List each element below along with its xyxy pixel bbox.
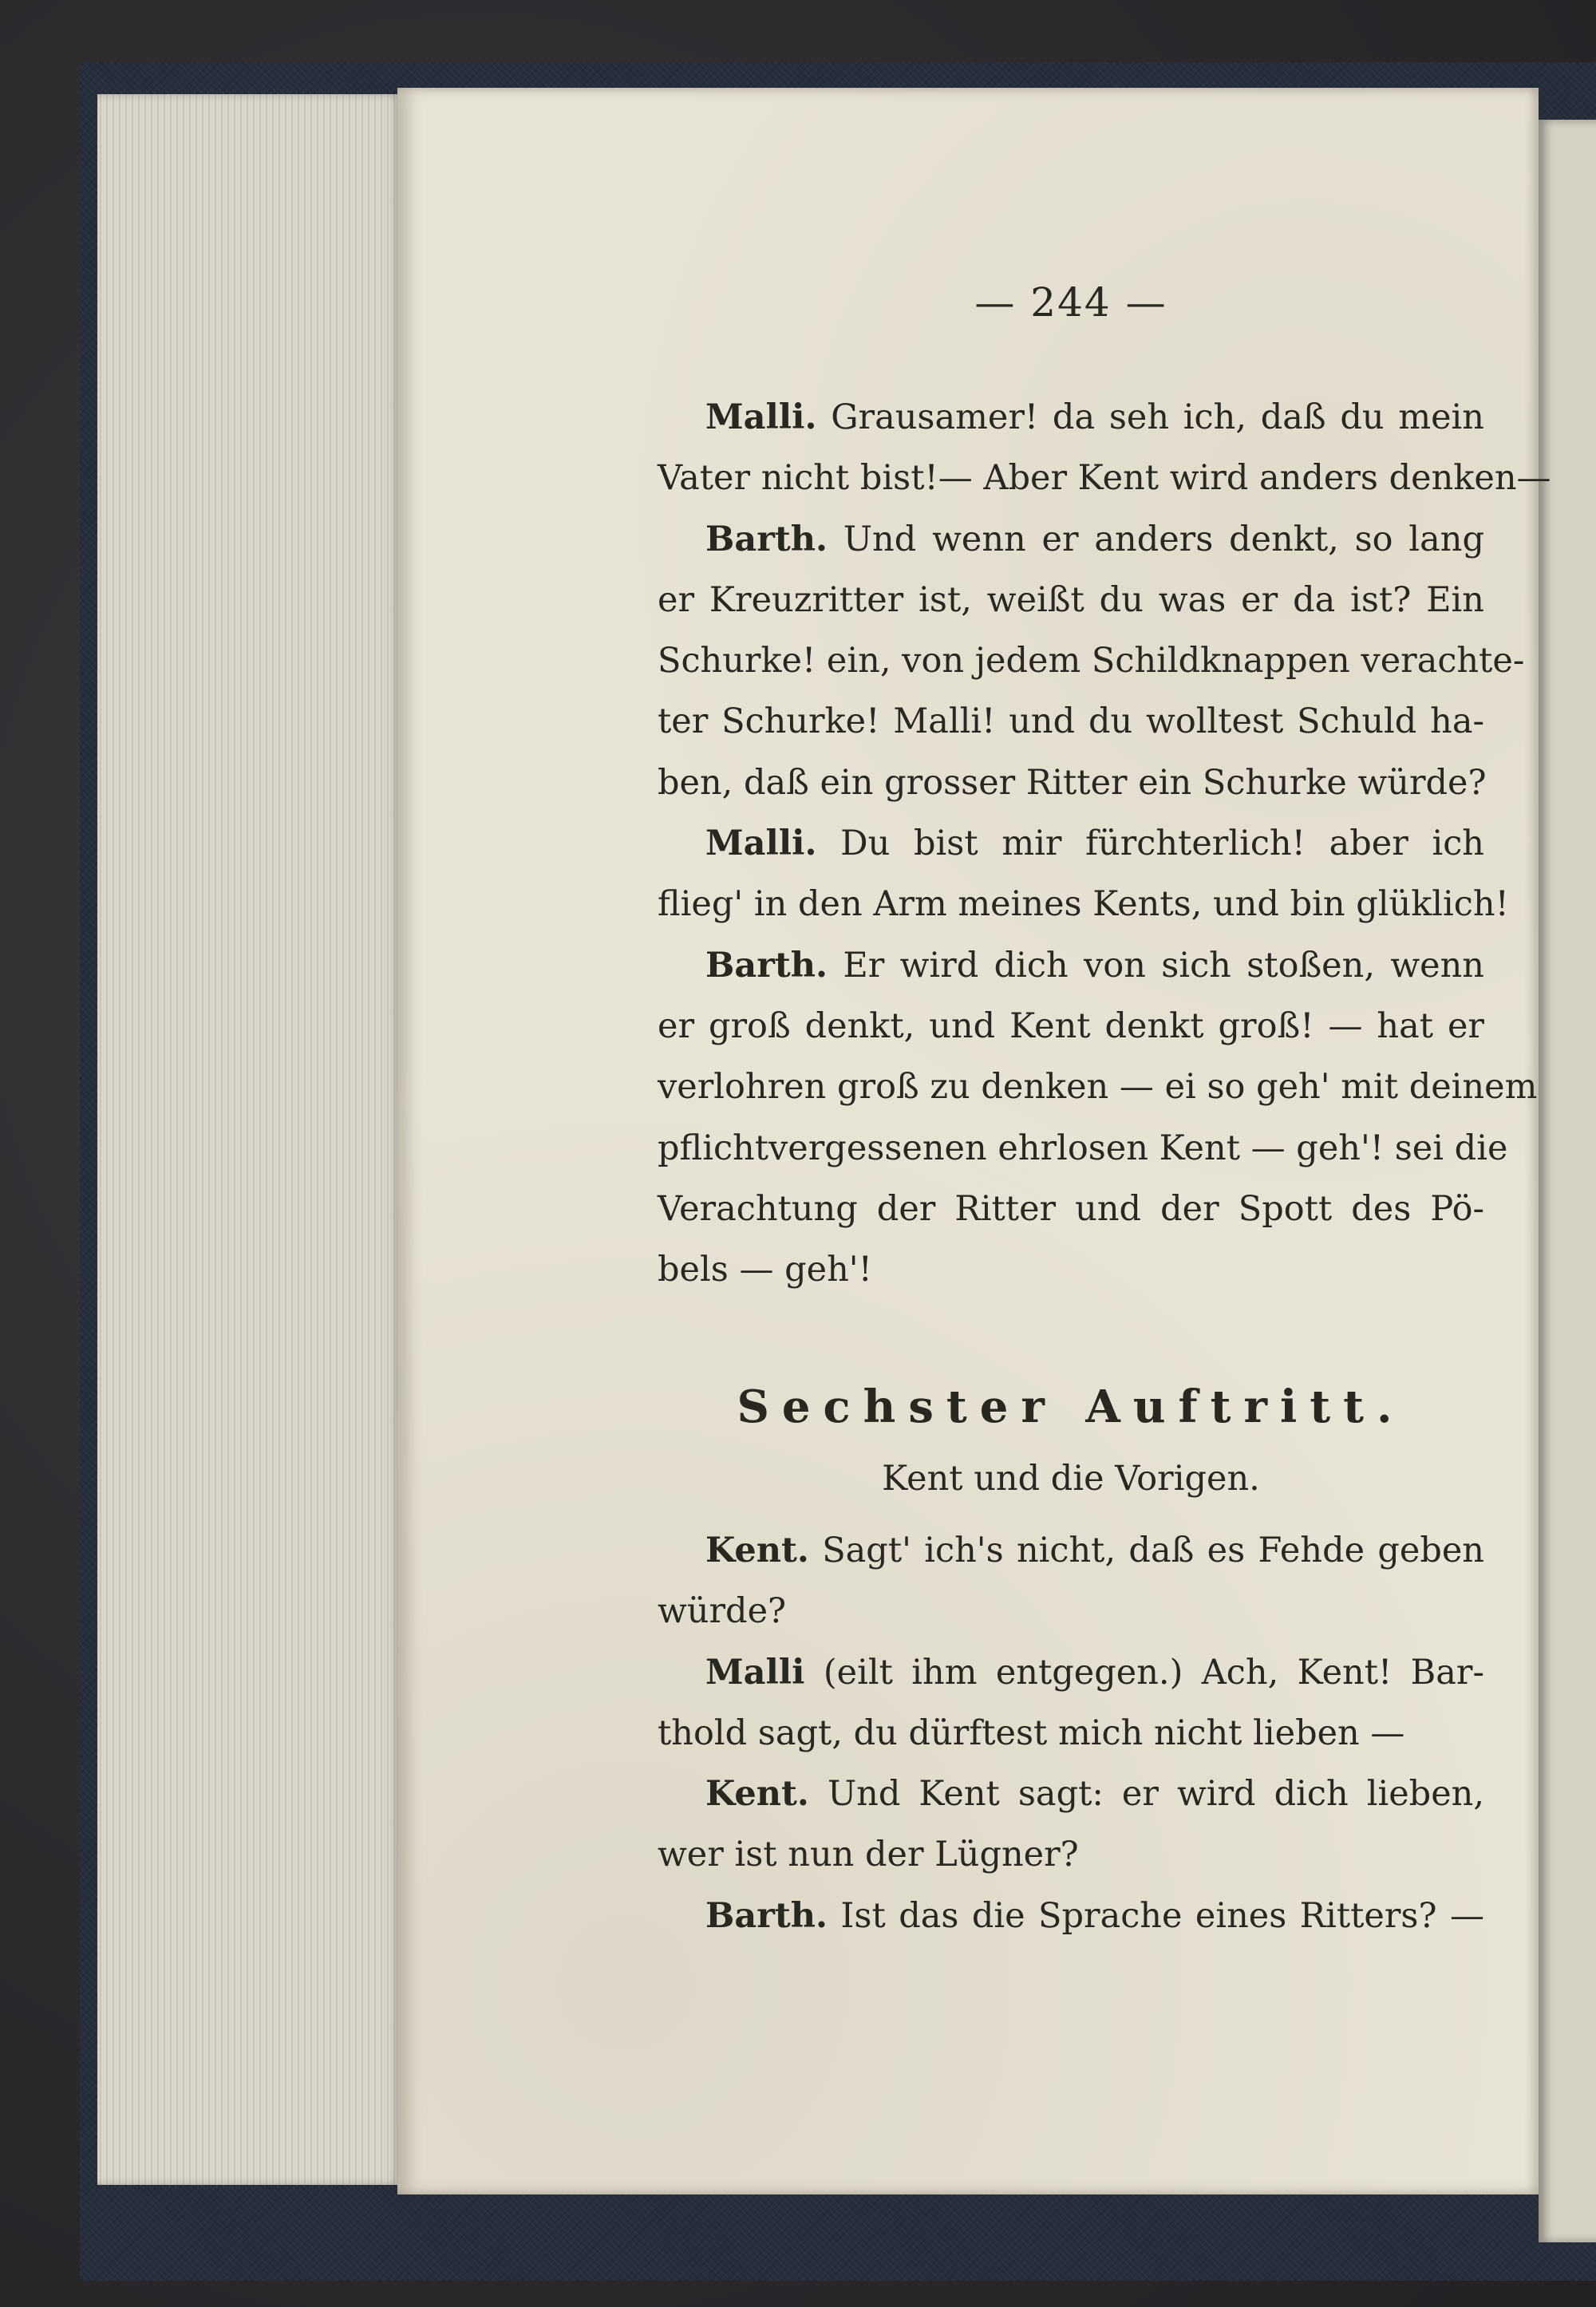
text-line <box>658 753 1487 813</box>
text-line <box>658 387 1484 448</box>
text-line <box>658 1764 1484 1824</box>
line-text: Und Kent sagt: er wird dich lieben, <box>827 1774 1485 1815</box>
text-line <box>658 509 1484 570</box>
text-line <box>658 1824 1484 1885</box>
line-text: verlohren groß zu denken — ei so geh' mit deinem <box>658 1067 1538 1108</box>
speaker-name: Malli. <box>705 397 817 437</box>
text-line <box>658 1179 1484 1239</box>
scene-heading: Sechster Auftritt. <box>737 1381 1405 1433</box>
line-text: Er wird dich von sich stoßen, wenn <box>843 945 1484 986</box>
speaker-name: Malli <box>705 1652 805 1693</box>
page-edges <box>97 94 401 2185</box>
text-line <box>658 1239 1484 1300</box>
line-text: Ist das die Sprache eines Ritters? — <box>840 1895 1484 1936</box>
text-line <box>658 630 1525 691</box>
line-text: Vater nicht bist!— Aber Kent wird anders denken— <box>658 458 1551 499</box>
text-line <box>658 1118 1508 1179</box>
line-text: Grausamer! da seh ich, daß du mein <box>831 397 1484 437</box>
line-text: Und wenn er anders denkt, so lang <box>843 519 1484 559</box>
speaker-name: Kent. <box>705 1531 809 1570</box>
line-text: Schurke! ein, von jedem Schildknappen verachte- <box>658 641 1525 681</box>
line-text: Verachtung der Ritter und der Spott des Pö- <box>658 1188 1484 1229</box>
text-line <box>658 1642 1484 1703</box>
text-line <box>658 1581 1484 1641</box>
line-text: wer ist nun der Lügner? <box>658 1835 1079 1875</box>
text-line <box>658 1057 1538 1117</box>
text-line <box>658 1703 1484 1764</box>
text-line <box>658 448 1551 508</box>
line-text: (eilt ihm entgegen.) Ach, Kent! Bar- <box>823 1652 1484 1693</box>
speaker-name: Kent. <box>705 1774 809 1815</box>
line-text: ben, daß ein grosser Ritter ein Schurke würde? <box>658 762 1487 803</box>
dialogue-block-2 <box>658 1520 1484 1946</box>
line-text: Du bist mir fürchterlich! aber ich <box>840 824 1484 864</box>
text-line <box>658 1520 1484 1581</box>
speaker-name: Barth. <box>705 945 828 986</box>
page-number: — 244 — <box>974 279 1167 326</box>
speaker-name: Malli. <box>705 824 817 864</box>
text-line <box>658 691 1484 752</box>
text-line <box>658 874 1509 934</box>
line-text: pflichtvergessenen ehrlosen Kent — geh'! sei die <box>658 1128 1508 1168</box>
line-text: würde? <box>658 1591 787 1632</box>
dialogue-block-1 <box>658 387 1551 1300</box>
line-text: thold sagt, du dürftest mich nicht lieben — <box>658 1712 1405 1753</box>
text-line <box>658 1886 1484 1946</box>
line-text: er Kreuzritter ist, weißt du was er da ist? Ein <box>658 579 1484 620</box>
line-text: bels — geh'! <box>658 1250 872 1290</box>
line-text: ter Schurke! Malli! und du wolltest Schuld ha- <box>658 701 1484 742</box>
line-text: flieg' in den Arm meines Kents, und bin glüklich! <box>658 884 1509 925</box>
text-line <box>658 935 1484 996</box>
line-text: Sagt' ich's nicht, daß es Fehde geben <box>822 1531 1484 1570</box>
speaker-name: Barth. <box>705 1895 828 1936</box>
text-line <box>658 996 1484 1057</box>
speaker-name: Barth. <box>705 519 828 559</box>
text-line <box>658 813 1484 874</box>
line-text: er groß denkt, und Kent denkt groß! — hat er <box>658 1005 1484 1046</box>
scene-persons: Kent und die Vorigen. <box>882 1459 1260 1499</box>
facing-page-edge <box>1539 120 1596 2242</box>
text-line <box>658 570 1484 630</box>
